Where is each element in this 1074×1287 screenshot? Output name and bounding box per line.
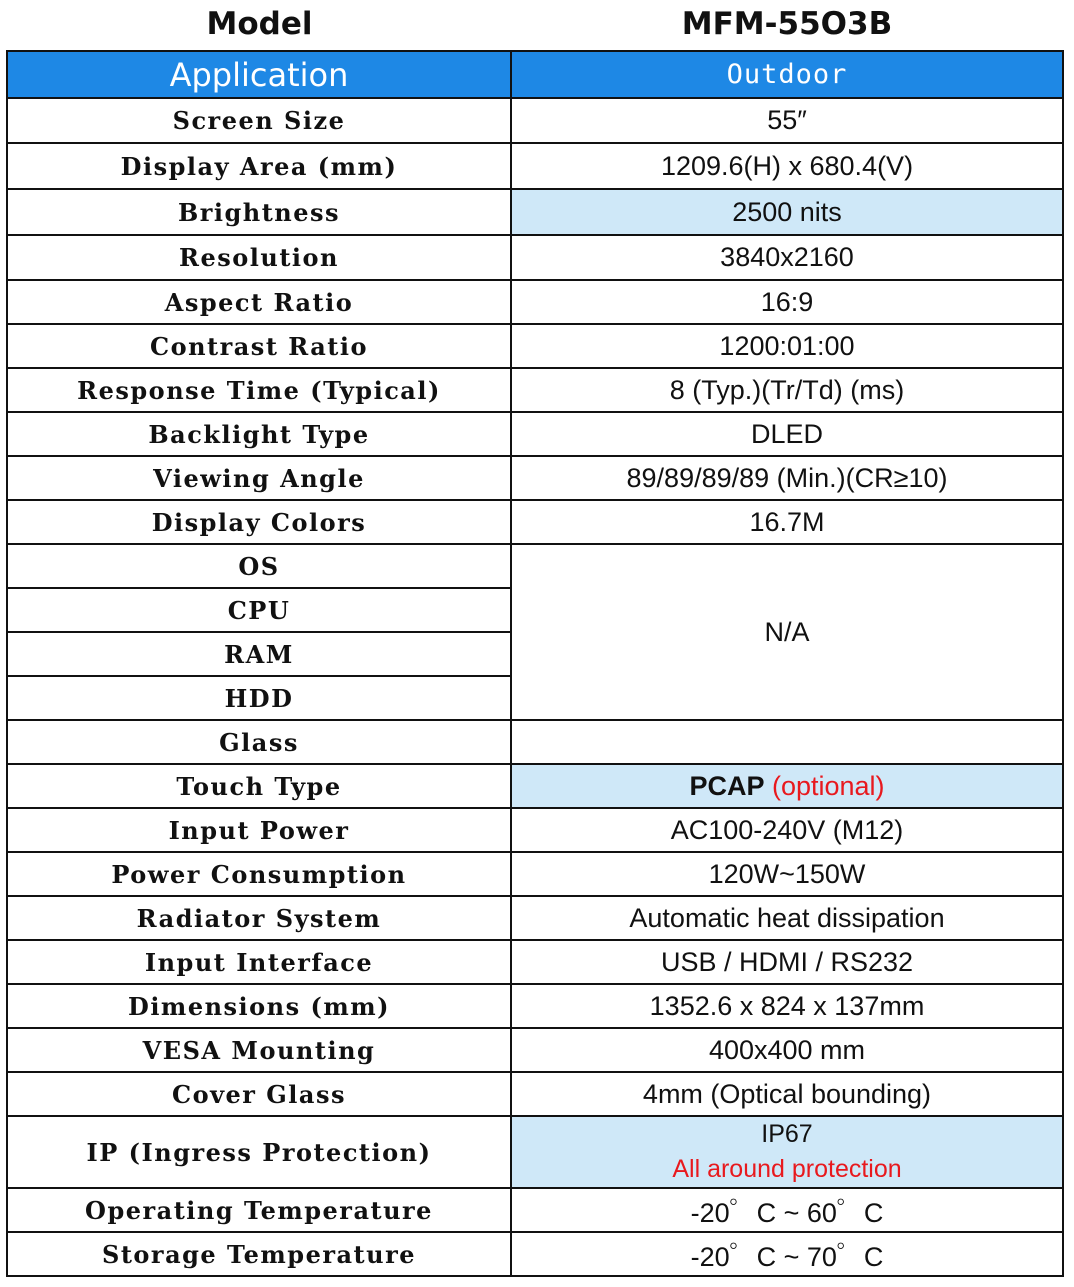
cover-glass-label: Cover Glass (7, 1072, 511, 1116)
spec-row-dimensions (7, 984, 1063, 1028)
spec-row-vesa-mounting (7, 1028, 1063, 1072)
radiator-system-value: Automatic heat dissipation (511, 896, 1063, 940)
spec-row-display-colors (7, 500, 1063, 544)
cover-glass-value: 4mm (Optical bounding) (511, 1072, 1063, 1116)
ip-value: IP67 (761, 1120, 813, 1148)
spec-row-storage-temperature (7, 1232, 1063, 1276)
input-interface-value: USB / HDMI / RS232 (511, 940, 1063, 984)
spec-row-aspect-ratio (7, 280, 1063, 324)
ip-value-cell (511, 1116, 1063, 1188)
ip-note: All around protection (672, 1155, 902, 1183)
cpu-label: CPU (7, 588, 511, 632)
model-label: Model (206, 6, 313, 42)
spec-row-ip (7, 1116, 1063, 1188)
spec-row-backlight-type (7, 412, 1063, 456)
brightness-label: Brightness (7, 189, 511, 235)
dimensions-value: 1352.6 x 824 x 137mm (511, 984, 1063, 1028)
power-consumption-label: Power Consumption (7, 852, 511, 896)
screen-size-value: 55″ (511, 98, 1063, 143)
screen-size-label: Screen Size (7, 98, 511, 143)
spec-row-cover-glass (7, 1072, 1063, 1116)
vesa-mounting-label: VESA Mounting (7, 1028, 511, 1072)
system-na-value: N/A (511, 544, 1063, 720)
spec-row-response-time (7, 368, 1063, 412)
touch-type-label: Touch Type (7, 764, 511, 808)
spec-row-input-power (7, 808, 1063, 852)
radiator-system-label: Radiator System (7, 896, 511, 940)
spec-row-display-area (7, 143, 1063, 189)
glass-value (511, 720, 1063, 764)
input-interface-label: Input Interface (7, 940, 511, 984)
spec-row-screen-size (7, 98, 1063, 143)
spec-row-contrast-ratio (7, 324, 1063, 368)
response-time-label: Response Time (Typical) (7, 368, 511, 412)
spec-row-operating-temperature (7, 1188, 1063, 1232)
glass-label: Glass (7, 720, 511, 764)
application-value: Outdoor (511, 51, 1063, 98)
model-value: MFM-55O3B (681, 6, 893, 42)
contrast-ratio-label: Contrast Ratio (7, 324, 511, 368)
response-time-value: 8 (Typ.)(Tr/Td) (ms) (511, 368, 1063, 412)
spec-row-glass (7, 720, 1063, 764)
viewing-angle-value: 89/89/89/89 (Min.)(CR≥10) (511, 456, 1063, 500)
resolution-label: Resolution (7, 235, 511, 280)
spec-row-power-consumption (7, 852, 1063, 896)
display-colors-value: 16.7M (511, 500, 1063, 544)
touch-type-note: (optional) (771, 770, 885, 801)
brightness-value: 2500 nits (511, 189, 1063, 235)
resolution-value: 3840x2160 (511, 235, 1063, 280)
spec-row-input-interface (7, 940, 1063, 984)
operating-temperature-value: -20゜C ~ 60゜C (511, 1188, 1063, 1232)
storage-temperature-label: Storage Temperature (7, 1232, 511, 1276)
dimensions-label: Dimensions (mm) (7, 984, 511, 1028)
spec-row-touch-type (7, 764, 1063, 808)
ip-label: IP (Ingress Protection) (7, 1116, 511, 1188)
hdd-label: HDD (7, 676, 511, 720)
spec-row-brightness (7, 189, 1063, 235)
operating-temperature-label: Operating Temperature (7, 1188, 511, 1232)
spec-row-resolution (7, 235, 1063, 280)
display-area-label: Display Area (mm) (7, 143, 511, 189)
spec-row-radiator-system (7, 896, 1063, 940)
display-colors-label: Display Colors (7, 500, 511, 544)
application-label: Application (7, 51, 511, 98)
spec-header (0, 0, 1074, 50)
backlight-type-label: Backlight Type (7, 412, 511, 456)
aspect-ratio-value: 16:9 (511, 280, 1063, 324)
spec-row-application (7, 51, 1063, 98)
touch-type-value-cell (511, 764, 1063, 808)
input-power-value: AC100-240V (M12) (511, 808, 1063, 852)
backlight-type-value: DLED (511, 412, 1063, 456)
vesa-mounting-value: 400x400 mm (511, 1028, 1063, 1072)
spec-row-viewing-angle (7, 456, 1063, 500)
input-power-label: Input Power (7, 808, 511, 852)
power-consumption-value: 120W~150W (511, 852, 1063, 896)
spec-row-os (7, 544, 1063, 588)
viewing-angle-label: Viewing Angle (7, 456, 511, 500)
spec-table (6, 50, 1064, 1277)
os-label: OS (7, 544, 511, 588)
storage-temperature-value: -20゜C ~ 70゜C (511, 1232, 1063, 1276)
display-area-value: 1209.6(H) x 680.4(V) (511, 143, 1063, 189)
touch-type-value: PCAP (689, 770, 765, 801)
ram-label: RAM (7, 632, 511, 676)
contrast-ratio-value: 1200:01:00 (511, 324, 1063, 368)
aspect-ratio-label: Aspect Ratio (7, 280, 511, 324)
